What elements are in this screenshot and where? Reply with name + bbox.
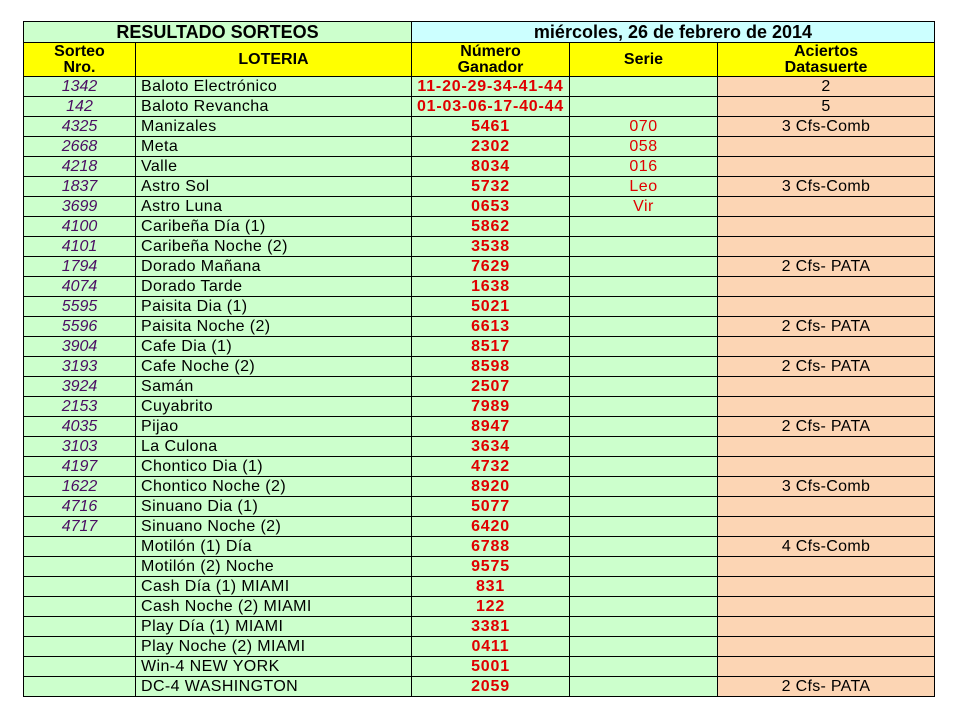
header-sorteo: [24, 43, 136, 77]
cell-numero-ganador: 0653: [412, 197, 570, 217]
cell-sorteo-nro: [24, 577, 136, 597]
table-row: [24, 417, 935, 437]
cell-aciertos: 2 Cfs- PATA: [718, 357, 935, 377]
cell-loteria: Meta: [136, 137, 412, 157]
results-sheet: [23, 21, 935, 697]
cell-aciertos: 5: [718, 97, 935, 117]
cell-numero-ganador: 3381: [412, 617, 570, 637]
cell-sorteo-nro: 3103: [24, 437, 136, 457]
cell-numero-ganador: 8920: [412, 477, 570, 497]
header-numero-line2: Ganador: [457, 58, 524, 76]
table-row: [24, 337, 935, 357]
header-sorteo-line1: Sorteo: [54, 42, 105, 60]
cell-numero-ganador: 5077: [412, 497, 570, 517]
cell-sorteo-nro: 4101: [24, 237, 136, 257]
cell-serie: [570, 477, 718, 497]
cell-loteria: Samán: [136, 377, 412, 397]
cell-sorteo-nro: 1794: [24, 257, 136, 277]
table-row: [24, 197, 935, 217]
table-row: [24, 577, 935, 597]
table-row: [24, 597, 935, 617]
cell-serie: [570, 357, 718, 377]
cell-loteria: Motilón (2) Noche: [136, 557, 412, 577]
cell-serie: [570, 377, 718, 397]
cell-loteria: Caribeña Día (1): [136, 217, 412, 237]
table-row: [24, 257, 935, 277]
cell-numero-ganador: 5732: [412, 177, 570, 197]
cell-loteria: Cafe Noche (2): [136, 357, 412, 377]
cell-numero-ganador: 11-20-29-34-41-44: [412, 77, 570, 97]
cell-serie: [570, 537, 718, 557]
cell-sorteo-nro: 5596: [24, 317, 136, 337]
cell-numero-ganador: 9575: [412, 557, 570, 577]
cell-loteria: Paisita Dia (1): [136, 297, 412, 317]
cell-aciertos: [718, 637, 935, 657]
cell-serie: [570, 657, 718, 677]
cell-numero-ganador: 01-03-06-17-40-44: [412, 97, 570, 117]
table-row: [24, 237, 935, 257]
cell-sorteo-nro: 4716: [24, 497, 136, 517]
cell-serie: [570, 337, 718, 357]
cell-numero-ganador: 5021: [412, 297, 570, 317]
cell-serie: [570, 577, 718, 597]
cell-aciertos: [718, 437, 935, 457]
table-row: [24, 157, 935, 177]
cell-aciertos: [718, 297, 935, 317]
table-row: [24, 457, 935, 477]
cell-serie: Leo: [570, 177, 718, 197]
cell-numero-ganador: 8598: [412, 357, 570, 377]
cell-aciertos: [718, 657, 935, 677]
cell-aciertos: 2 Cfs- PATA: [718, 257, 935, 277]
cell-loteria: Win-4 NEW YORK: [136, 657, 412, 677]
cell-aciertos: [718, 557, 935, 577]
cell-loteria: Pijao: [136, 417, 412, 437]
cell-sorteo-nro: [24, 637, 136, 657]
cell-serie: 016: [570, 157, 718, 177]
cell-loteria: Cash Noche (2) MIAMI: [136, 597, 412, 617]
cell-serie: [570, 497, 718, 517]
table-row: [24, 557, 935, 577]
cell-sorteo-nro: 3924: [24, 377, 136, 397]
cell-aciertos: 3 Cfs-Comb: [718, 477, 935, 497]
cell-serie: [570, 237, 718, 257]
cell-sorteo-nro: 1342: [24, 77, 136, 97]
cell-serie: 070: [570, 117, 718, 137]
cell-sorteo-nro: 4325: [24, 117, 136, 137]
cell-numero-ganador: 0411: [412, 637, 570, 657]
table-row: [24, 477, 935, 497]
cell-sorteo-nro: 1837: [24, 177, 136, 197]
table-row: [24, 537, 935, 557]
table-row: [24, 677, 935, 697]
cell-numero-ganador: 5862: [412, 217, 570, 237]
header-numero-line1: Número: [460, 42, 521, 60]
cell-loteria: Cash Día (1) MIAMI: [136, 577, 412, 597]
cell-aciertos: 2 Cfs- PATA: [718, 417, 935, 437]
header-numero: [412, 43, 570, 77]
cell-serie: [570, 217, 718, 237]
cell-serie: [570, 77, 718, 97]
cell-aciertos: [718, 237, 935, 257]
cell-serie: 058: [570, 137, 718, 157]
title-row: [24, 22, 935, 43]
cell-serie: [570, 437, 718, 457]
cell-loteria: Chontico Dia (1): [136, 457, 412, 477]
cell-serie: Vir: [570, 197, 718, 217]
cell-aciertos: 2 Cfs- PATA: [718, 317, 935, 337]
cell-loteria: Motilón (1) Día: [136, 537, 412, 557]
cell-aciertos: [718, 277, 935, 297]
cell-loteria: Sinuano Noche (2): [136, 517, 412, 537]
cell-aciertos: [718, 457, 935, 477]
cell-loteria: Play Día (1) MIAMI: [136, 617, 412, 637]
cell-numero-ganador: 3538: [412, 237, 570, 257]
header-row: [24, 43, 935, 77]
results-table: [23, 21, 935, 697]
cell-sorteo-nro: 5595: [24, 297, 136, 317]
header-aciertos-line2: Datasuerte: [784, 58, 868, 76]
cell-sorteo-nro: 3193: [24, 357, 136, 377]
cell-sorteo-nro: 4218: [24, 157, 136, 177]
cell-sorteo-nro: 2153: [24, 397, 136, 417]
cell-sorteo-nro: [24, 657, 136, 677]
cell-serie: [570, 257, 718, 277]
cell-numero-ganador: 2302: [412, 137, 570, 157]
table-row: [24, 617, 935, 637]
cell-serie: [570, 417, 718, 437]
table-row: [24, 437, 935, 457]
cell-sorteo-nro: [24, 537, 136, 557]
cell-serie: [570, 97, 718, 117]
table-row: [24, 97, 935, 117]
table-row: [24, 397, 935, 417]
cell-loteria: Baloto Revancha: [136, 97, 412, 117]
cell-aciertos: [718, 337, 935, 357]
table-row: [24, 277, 935, 297]
cell-loteria: Cuyabrito: [136, 397, 412, 417]
cell-aciertos: [718, 577, 935, 597]
table-row: [24, 637, 935, 657]
cell-sorteo-nro: 4035: [24, 417, 136, 437]
cell-sorteo-nro: [24, 557, 136, 577]
cell-sorteo-nro: 3699: [24, 197, 136, 217]
table-row: [24, 177, 935, 197]
cell-serie: [570, 317, 718, 337]
cell-numero-ganador: 2059: [412, 677, 570, 697]
cell-loteria: Caribeña Noche (2): [136, 237, 412, 257]
cell-serie: [570, 617, 718, 637]
cell-numero-ganador: 831: [412, 577, 570, 597]
table-row: [24, 497, 935, 517]
table-row: [24, 357, 935, 377]
cell-sorteo-nro: 4100: [24, 217, 136, 237]
header-aciertos: [718, 43, 935, 77]
cell-numero-ganador: 6420: [412, 517, 570, 537]
cell-numero-ganador: 8517: [412, 337, 570, 357]
cell-aciertos: [718, 137, 935, 157]
cell-numero-ganador: 8947: [412, 417, 570, 437]
table-row: [24, 297, 935, 317]
cell-numero-ganador: 7629: [412, 257, 570, 277]
cell-loteria: Paisita Noche (2): [136, 317, 412, 337]
cell-numero-ganador: 8034: [412, 157, 570, 177]
draw-date: miércoles, 26 de febrero de 2014: [412, 22, 935, 43]
cell-loteria: Chontico Noche (2): [136, 477, 412, 497]
cell-loteria: Sinuano Dia (1): [136, 497, 412, 517]
cell-serie: [570, 677, 718, 697]
cell-numero-ganador: 4732: [412, 457, 570, 477]
cell-aciertos: [718, 597, 935, 617]
cell-loteria: Play Noche (2) MIAMI: [136, 637, 412, 657]
cell-serie: [570, 277, 718, 297]
table-row: [24, 517, 935, 537]
cell-numero-ganador: 1638: [412, 277, 570, 297]
cell-aciertos: 4 Cfs-Comb: [718, 537, 935, 557]
table-row: [24, 77, 935, 97]
page-title: RESULTADO SORTEOS: [24, 22, 412, 43]
table-row: [24, 117, 935, 137]
header-serie: Serie: [570, 43, 718, 77]
cell-numero-ganador: 6613: [412, 317, 570, 337]
cell-sorteo-nro: [24, 677, 136, 697]
cell-numero-ganador: 6788: [412, 537, 570, 557]
cell-sorteo-nro: [24, 617, 136, 637]
cell-aciertos: [718, 497, 935, 517]
cell-sorteo-nro: 4717: [24, 517, 136, 537]
cell-serie: [570, 457, 718, 477]
cell-sorteo-nro: 4197: [24, 457, 136, 477]
header-loteria: LOTERIA: [136, 43, 412, 77]
cell-numero-ganador: 2507: [412, 377, 570, 397]
cell-numero-ganador: 7989: [412, 397, 570, 417]
cell-loteria: Astro Luna: [136, 197, 412, 217]
table-row: [24, 377, 935, 397]
cell-numero-ganador: 3634: [412, 437, 570, 457]
cell-loteria: Astro Sol: [136, 177, 412, 197]
cell-aciertos: [718, 397, 935, 417]
table-row: [24, 217, 935, 237]
cell-serie: [570, 557, 718, 577]
cell-aciertos: 2 Cfs- PATA: [718, 677, 935, 697]
cell-loteria: Manizales: [136, 117, 412, 137]
cell-loteria: La Culona: [136, 437, 412, 457]
cell-serie: [570, 637, 718, 657]
cell-loteria: Valle: [136, 157, 412, 177]
cell-serie: [570, 297, 718, 317]
cell-loteria: Dorado Mañana: [136, 257, 412, 277]
cell-aciertos: [718, 377, 935, 397]
cell-serie: [570, 397, 718, 417]
cell-loteria: Dorado Tarde: [136, 277, 412, 297]
cell-aciertos: [718, 157, 935, 177]
cell-loteria: Cafe Dia (1): [136, 337, 412, 357]
cell-aciertos: 3 Cfs-Comb: [718, 177, 935, 197]
header-aciertos-line1: Aciertos: [793, 42, 859, 60]
cell-sorteo-nro: 4074: [24, 277, 136, 297]
cell-loteria: DC-4 WASHINGTON: [136, 677, 412, 697]
table-row: [24, 137, 935, 157]
cell-aciertos: 3 Cfs-Comb: [718, 117, 935, 137]
cell-aciertos: [718, 197, 935, 217]
cell-sorteo-nro: 2668: [24, 137, 136, 157]
table-row: [24, 657, 935, 677]
cell-sorteo-nro: 3904: [24, 337, 136, 357]
cell-loteria: Baloto Electrónico: [136, 77, 412, 97]
cell-sorteo-nro: 1622: [24, 477, 136, 497]
cell-aciertos: [718, 517, 935, 537]
cell-aciertos: [718, 217, 935, 237]
cell-aciertos: [718, 617, 935, 637]
cell-aciertos: 2: [718, 77, 935, 97]
header-sorteo-line2: Nro.: [63, 58, 96, 76]
cell-numero-ganador: 122: [412, 597, 570, 617]
cell-sorteo-nro: [24, 597, 136, 617]
cell-numero-ganador: 5461: [412, 117, 570, 137]
cell-numero-ganador: 5001: [412, 657, 570, 677]
cell-serie: [570, 517, 718, 537]
cell-sorteo-nro: 142: [24, 97, 136, 117]
cell-serie: [570, 597, 718, 617]
table-row: [24, 317, 935, 337]
